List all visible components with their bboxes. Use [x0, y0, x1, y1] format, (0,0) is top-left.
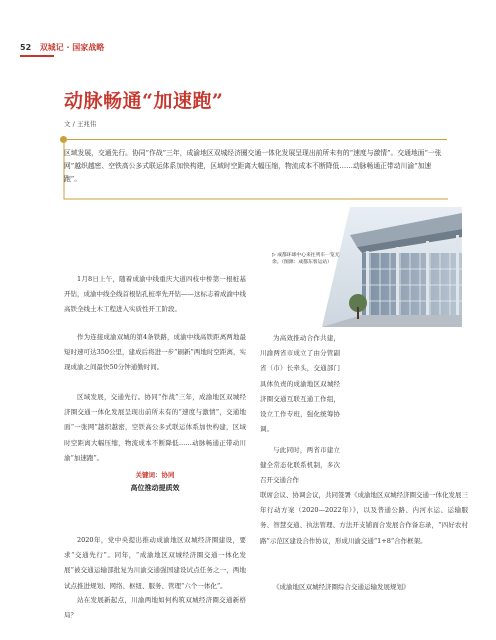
railway-station-photo: [262, 207, 462, 327]
right-paragraph-4: 《成渝地区双城经济圈综合交通运输发展规划》: [273, 583, 410, 591]
keyword-label: 关键词：协同: [135, 471, 175, 479]
right-paragraph-3: 联席会议、协调会议，共同签署《成渝地区双城经济圈交通一体化发展三年行动方案（2020—2022年）》，以及普通公路、内河水运、运输服务、智慧交通、执法管理、方法开支铺面合发展合作备忘录，“四好农村路”示范区建设合作协议，形成川渝交通“1+8”合作框架。: [260, 491, 468, 545]
article-title: 动脉畅通“加速跑”: [64, 90, 224, 112]
body-paragraph-1: 1月8日上午，随着成渝中线重庆大道四枝中桥第一根桩基开钻，成渝中线全线首根钻孔桩率先开钻——这标志着成渝中线高铁全线土木工程进入实质性开工阶段。: [64, 275, 246, 314]
photo-caption: ▷ 成都环球中心来往列车一览无余。（图源：成都东客运站）: [272, 253, 340, 265]
article-author: 文 / 王兆伟: [64, 120, 97, 128]
header-accent-bar: [20, 55, 54, 57]
body-paragraph-2: 作为连接成渝双城的第4条铁路，成渝中线高铁距离两地最短时速可达350公里，建成后将进一步“刷新”两地时空距离，实现成渝之间最快50分钟通勤时间。: [64, 333, 246, 372]
page-number: 52: [20, 43, 32, 52]
right-paragraph-2: 与此同时，两省市建立健全常态化联系机制，多次召开交通合作: [260, 446, 340, 485]
body-paragraph-3: 区域发展，交通先行。协同“作战”三年，成渝地区双城经济圈交通一体化发展呈现出前所未有的“速度与激情”，交通地面“一张网”越织越密，空铁高公多式联运体系加快构建，区域时空距离大幅压缩，物流成本不断降低……动脉畅通正带动川渝“加速跑”。: [64, 393, 246, 462]
section-label: 双城记 · 国家战略: [39, 43, 105, 52]
lead-paragraph: 区域发展，交通先行。协同“作战”三年，成渝地区双城经济圈交通一体化发展呈现出前所未有的“速度与激情”。交通地面“一张网”越织越密、空铁高公多式联运体系加快构建，区域时空距离大幅压缩，物流成本不断降低……动脉畅通正带动川渝“加速跑”。: [64, 149, 442, 184]
right-paragraph-1: 为高效推动合作共建，川渝两省市成立了由分管副省（市）长牵头，交通部门具体负责的成渝地区双城经济圈交通互联互通工作组，设立工作专班，强化统筹协调。: [260, 334, 340, 434]
body-paragraph-4: 2020年，党中央提出推动成渝地区双城经济圈建设，要求“交通先行”。同年，“成渝地区双城经济圈交通一体化发展”被交通运输部批复为川渝交通强国建设试点任务之一，两地试点推进规划、网络、枢纽、服务、管理“六个一体化”。: [64, 536, 246, 590]
keyword-heading: 高位推动提质效: [130, 484, 180, 492]
page-header: [20, 42, 104, 53]
body-paragraph-5: 站在发展新起点，川渝两地如何构筑双城经济圈交通新格局？: [64, 596, 246, 620]
